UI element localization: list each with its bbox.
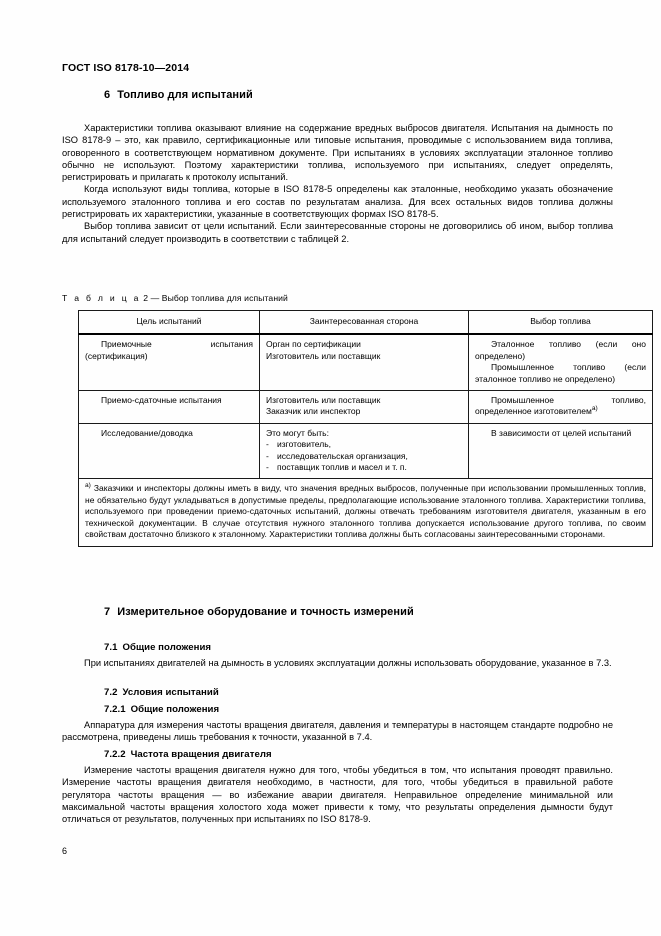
subsection-7-1-title: Общие положения: [122, 642, 212, 653]
paragraph: Выбор топлива зависит от цели испытаний. Если заинтересованные стороны не договорились об ином, выбор топлива для испытаний следует производить в соответствии с таблицей 2.: [62, 221, 613, 244]
dash-bullet: -: [266, 450, 269, 461]
section-6-heading: [104, 89, 614, 101]
table-body: [79, 334, 653, 546]
list-item-label: изготовитель,: [277, 439, 332, 450]
subsection-7-2-1-number: 7.2.1: [104, 704, 126, 715]
subsection-7-2-2-title: Частота вращения двигателя: [130, 749, 272, 760]
fuel-paragraph: Промышленное топливо, определенное изготовителем: [475, 395, 646, 417]
paragraph: Когда используют виды топлива, которые в ISO 8178-5 определены как эталонные, необходимо указать обозначение используемого эталонного топлива и его состав по результатам анализа. Для всех остальных видов топлива должны регистрировать их характеристики, указанные в соответствующих формах ISO 8178-5.: [62, 184, 613, 220]
cell-fuel: [469, 334, 653, 390]
party-line: Изготовитель или поставщик: [266, 395, 381, 406]
cell-party: [260, 391, 469, 424]
column-header-party: Заинтересованная сторона: [260, 311, 469, 335]
party-intro: Это могут быть:: [266, 427, 329, 438]
paragraph: При испытаниях двигателей на дымность в условиях эксплуатации должны использовать оборудование, указанное в 7.3.: [84, 658, 612, 668]
section-7-title: Измерительное оборудование и точность измерений: [117, 606, 414, 618]
footnote-reference: a): [591, 405, 598, 413]
cell-purpose: Приемо-сдаточные испытания: [79, 391, 260, 424]
page-content: [62, 0, 646, 936]
page-number: 6: [62, 846, 68, 856]
section-7-number: 7: [104, 606, 111, 618]
cell-fuel: В зависимости от целей испытаний: [469, 423, 653, 479]
subsection-7-2-1-heading: [104, 704, 613, 715]
table-2: [78, 310, 653, 547]
cell-party: [260, 334, 469, 390]
table-row: [79, 334, 653, 390]
section-7-heading: [104, 606, 614, 618]
cell-purpose: Исследование/доводка: [79, 423, 260, 479]
dash-bullet: -: [266, 439, 269, 450]
running-head: ГОСТ ISO 8178-10—2014: [62, 62, 190, 74]
list-item: [266, 451, 462, 462]
table-caption-dash: —: [150, 293, 160, 303]
section-6-title: Топливо для испытаний: [117, 89, 253, 101]
party-item-list: [266, 439, 462, 473]
section-6-number: 6: [104, 89, 111, 101]
list-item: [266, 439, 462, 450]
subsection-7-1-heading: [104, 642, 613, 653]
table-caption-label: Т а б л и ц а: [62, 293, 141, 303]
cell-fuel: [469, 391, 653, 424]
section-7-heading-wrap: [104, 606, 614, 618]
subsection-7-1-number: 7.1: [104, 642, 118, 653]
party-line: Заказчик или инспектор: [266, 406, 361, 417]
column-header-purpose: Цель испытаний: [79, 311, 260, 335]
subsection-7-2-title: Условия испытаний: [122, 687, 219, 698]
list-item: [266, 462, 462, 473]
subsection-7-2-number: 7.2: [104, 687, 118, 698]
subsection-7-2: [62, 687, 613, 698]
list-item-label: поставщик топлив и масел и т. п.: [277, 462, 407, 473]
subsection-7-2-2-number: 7.2.2: [104, 749, 126, 760]
column-header-fuel: Выбор топлива: [469, 311, 653, 335]
paragraph: Измерение частоты вращения двигателя нужно для того, чтобы убедиться в том, что испытания проводят правильно. Измерение частоты вращения двигателя необходимо, в частности, для того, чтобы убедиться в правильной работе регулятора частоты вращения — во избежание аварии двигателя. Неправильное определение минимальной или максимальной частоты вращения холостого хода может привести к тому, что результаты определения дымности будут отличаться от результатов, полученных при испытаниях по ISO 8178-9.: [62, 765, 613, 825]
footnote-mark: a): [85, 482, 91, 490]
table-row: [79, 423, 653, 479]
table-head: [79, 311, 653, 335]
fuel-paragraph: Эталонное топливо (если оно определено): [475, 339, 646, 361]
table-2-wrap: [78, 310, 653, 547]
fuel-paragraph: Промышленное топливо (если эталонное топливо не определено): [475, 362, 646, 384]
section-6-heading-wrap: [104, 89, 614, 101]
section-6-body: [62, 122, 613, 245]
dash-bullet: -: [266, 462, 269, 473]
cell-party: [260, 423, 469, 479]
table-row: [79, 391, 653, 424]
party-line: Изготовитель или поставщик: [266, 350, 381, 361]
paragraph: Характеристики топлива оказывают влияние на содержание вредных выбросов двигателя. Испытания на дымность по ISO 8178-9 – это, как правило, сертификационные или типовые испытания, проводимые с использованием вида топлива, оговоренного в соответствующем нормативном документе. При испытаниях в условиях эксплуатации эталонное топливо обычно не используют. Поэтому характеристики топлива, используемого при испытаниях, следует определять, регистрировать и прилагать к протоколу испытаний.: [62, 123, 613, 183]
table-footnote-row: [79, 479, 653, 546]
party-line: Орган по сертификации: [266, 339, 361, 350]
cell-footnote: [79, 479, 653, 546]
subsection-7-2-heading: [104, 687, 613, 698]
cell-purpose: Приемочные испытания (сертификация): [79, 334, 260, 390]
subsection-7-2-1: [62, 704, 613, 744]
subsection-7-2-2-heading: [104, 749, 613, 760]
paragraph: Аппаратура для измерения частоты вращения двигателя, давления и температуры в настоящем стандарте подробно не рассмотрена, приведены лишь требования к точности, указанной в 7.4.: [62, 720, 613, 743]
footnote-text: Заказчики и инспекторы должны иметь в виду, что значения вредных выбросов, полученные при использовании промышленных топлив, не обязательно будут укладываться в допустимые пределы, предполагающие использование эталонного топлива. Характеристики топлива, используемого при проведении приемо-сдаточных испытаний, должны отвечать требованиям изготовителя двигателя, указанным в его технической документации. В случае отсутствия нужного эталонного топлива допускается использование другого топлива, по своим свойствам достаточно близкого к эталонному. Характеристики топлива должны быть согласованы заинтересованными сторонами.: [85, 483, 646, 540]
list-item-label: исследовательская организация,: [277, 450, 408, 461]
table-2-caption: [62, 293, 288, 303]
table-header-row: [79, 311, 653, 335]
table-caption-title: Выбор топлива для испытаний: [161, 293, 288, 303]
subsection-7-2-1-title: Общие положения: [130, 704, 220, 715]
subsection-7-1: [62, 642, 613, 669]
subsection-7-2-2: [62, 749, 613, 825]
table-caption-number: 2: [143, 293, 149, 303]
